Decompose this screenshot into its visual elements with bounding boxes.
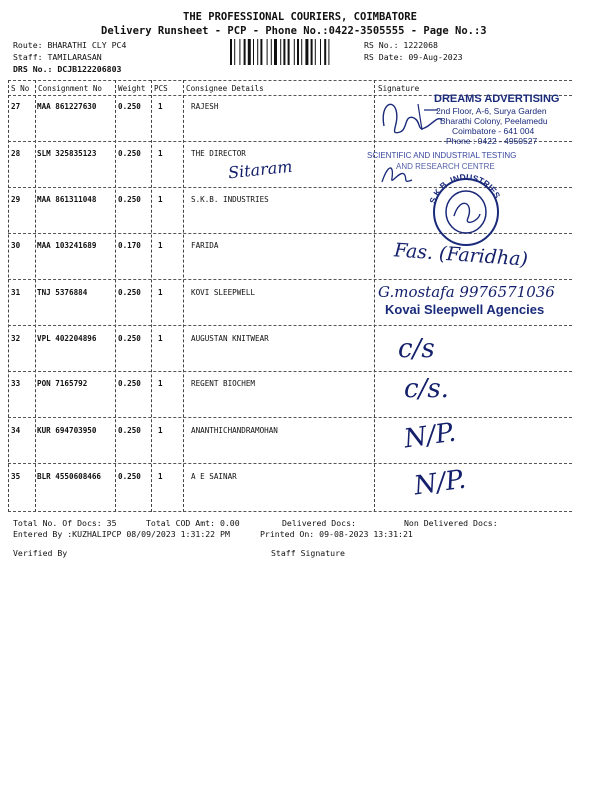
printed-on: Printed On: 09-08-2023 13:31:21 — [260, 529, 413, 539]
row-consignee: REGENT BIOCHEM — [191, 379, 256, 388]
row-pcs: 1 — [158, 334, 163, 343]
col-divider — [183, 80, 184, 512]
row-weight: 0.250 — [118, 426, 141, 435]
signature-row30: Fas. (Faridha) — [393, 239, 529, 271]
row-pcs: 1 — [158, 426, 163, 435]
row-sno: 34 — [11, 426, 21, 435]
row-consignment: VPL 402204896 — [37, 334, 97, 343]
table-bottom-border — [8, 511, 572, 512]
skb-seal-stamp — [418, 172, 514, 248]
total-docs: Total No. Of Docs: 35 — [13, 518, 117, 528]
row-pcs: 1 — [158, 379, 163, 388]
row-weight: 0.250 — [118, 472, 141, 481]
skb-seal-text: S.K.B. INDUSTRIES — [427, 172, 503, 205]
stamp-dreams-line3: Coimbatore - 641 004 — [452, 126, 535, 136]
col-divider — [115, 80, 116, 512]
col-header-signature: Signature — [378, 84, 420, 93]
drs-text: DRS No.: DCJB122206803 — [13, 64, 122, 74]
signature-row32: c/s — [398, 334, 435, 364]
col-divider — [35, 80, 36, 512]
row-sno: 31 — [11, 288, 21, 297]
row-pcs: 1 — [158, 195, 163, 204]
row-pcs: 1 — [158, 102, 163, 111]
row-weight: 0.250 — [118, 149, 141, 158]
runsheet-subtitle: Delivery Runsheet - PCP - Phone No.:0422-3505555 - Page No.:3 — [101, 25, 487, 37]
row-consignee: FARIDA — [191, 241, 219, 250]
row-consignment: BLR 4550608466 — [37, 472, 102, 481]
signature-row35: N/P. — [412, 464, 468, 502]
row-consignee: S.K.B. INDUSTRIES — [191, 195, 269, 204]
row-consignee: A E SAINAR — [191, 472, 237, 481]
signature-row33: c/s. — [404, 374, 449, 404]
row-consignment: PON 7165792 — [37, 379, 88, 388]
col-divider — [374, 80, 375, 512]
barcode-image — [230, 39, 358, 67]
row-sno: 33 — [11, 379, 21, 388]
row-sno: 27 — [11, 102, 21, 111]
stamp-kovai: Kovai Sleepwell Agencies — [385, 302, 545, 317]
rs-date: RS Date: 09-Aug-2023 — [364, 52, 463, 62]
stamp-dreams-line2: Bharathi Colony, Peelamedu — [440, 116, 548, 126]
row-consignee: RAJESH — [191, 102, 219, 111]
row-consignment: MAA 861311048 — [37, 195, 97, 204]
row-weight: 0.250 — [118, 195, 141, 204]
row-consignment: TNJ 5376884 — [37, 288, 88, 297]
entered-by: Entered By :KUZHALIPCP 08/09/2023 1:31:22 PM — [13, 529, 230, 539]
row-divider — [8, 371, 572, 372]
col-header-sno: S No — [11, 84, 30, 93]
stamp-testing-line2: AND RESEARCH CENTRE — [396, 162, 495, 171]
row-divider — [8, 325, 572, 326]
col-header-pcs: PCS — [154, 84, 168, 93]
rs-number: RS No.: 1222068 — [364, 40, 438, 50]
row-weight: 0.250 — [118, 288, 141, 297]
stamp-dreams-phone: Phone : 0422 - 4950527 — [446, 136, 538, 146]
row-sno: 29 — [11, 195, 21, 204]
row-consignee: THE DIRECTOR — [191, 149, 246, 158]
row-pcs: 1 — [158, 472, 163, 481]
col-header-consignment: Consignment No — [38, 84, 103, 93]
row-consignee: ANANTHICHANDRAMOHAN — [191, 426, 278, 435]
row-weight: 0.250 — [118, 379, 141, 388]
row-sno: 32 — [11, 334, 21, 343]
table-top-border — [8, 80, 572, 81]
row-consignment: MAA 861227630 — [37, 102, 97, 111]
col-divider — [8, 80, 9, 512]
stamp-dreams-line1: 2nd Floor, A-6, Surya Garden — [436, 106, 547, 116]
row-weight: 0.250 — [118, 102, 141, 111]
signature-scribble — [378, 160, 418, 190]
staff-signature: Staff Signature — [271, 548, 345, 558]
row-consignment: SLM 325835123 — [37, 149, 97, 158]
row-divider — [8, 417, 572, 418]
row-sno: 35 — [11, 472, 21, 481]
row-weight: 0.170 — [118, 241, 141, 250]
row-divider — [8, 279, 572, 280]
row-pcs: 1 — [158, 241, 163, 250]
stamp-dreams-name: DREAMS ADVERTISING — [434, 93, 560, 105]
non-delivered-docs: Non Delivered Docs: — [404, 518, 498, 528]
signature-row31: G.mostafa 9976571036 — [378, 283, 555, 301]
verified-by: Verified By — [13, 548, 68, 558]
row-pcs: 1 — [158, 149, 163, 158]
total-cod: Total COD Amt: 0.00 — [146, 518, 240, 528]
row-consignment: KUR 694703950 — [37, 426, 97, 435]
row-weight: 0.250 — [118, 334, 141, 343]
row-consignment: MAA 103241689 — [37, 241, 97, 250]
row-consignee: AUGUSTAN KNITWEAR — [191, 334, 269, 343]
delivered-docs: Delivered Docs: — [282, 518, 356, 528]
route-text: Route: BHARATHI CLY PC4 — [13, 40, 127, 50]
signature-row28: Sitaram — [227, 156, 294, 183]
col-divider — [151, 80, 152, 512]
row-sno: 30 — [11, 241, 21, 250]
row-divider — [8, 463, 572, 464]
row-sno: 28 — [11, 149, 21, 158]
row-pcs: 1 — [158, 288, 163, 297]
col-header-weight: Weight — [118, 84, 146, 93]
stamp-testing: SCIENTIFIC AND INDUSTRIAL TESTING — [367, 151, 517, 160]
company-title: THE PROFESSIONAL COURIERS, COIMBATORE — [183, 11, 417, 23]
staff-text: Staff: TAMILARASAN — [13, 52, 102, 62]
signature-row34: N/P. — [402, 417, 458, 455]
col-header-consignee: Consignee Details — [186, 84, 264, 93]
row-consignee: KOVI SLEEPWELL — [191, 288, 256, 297]
